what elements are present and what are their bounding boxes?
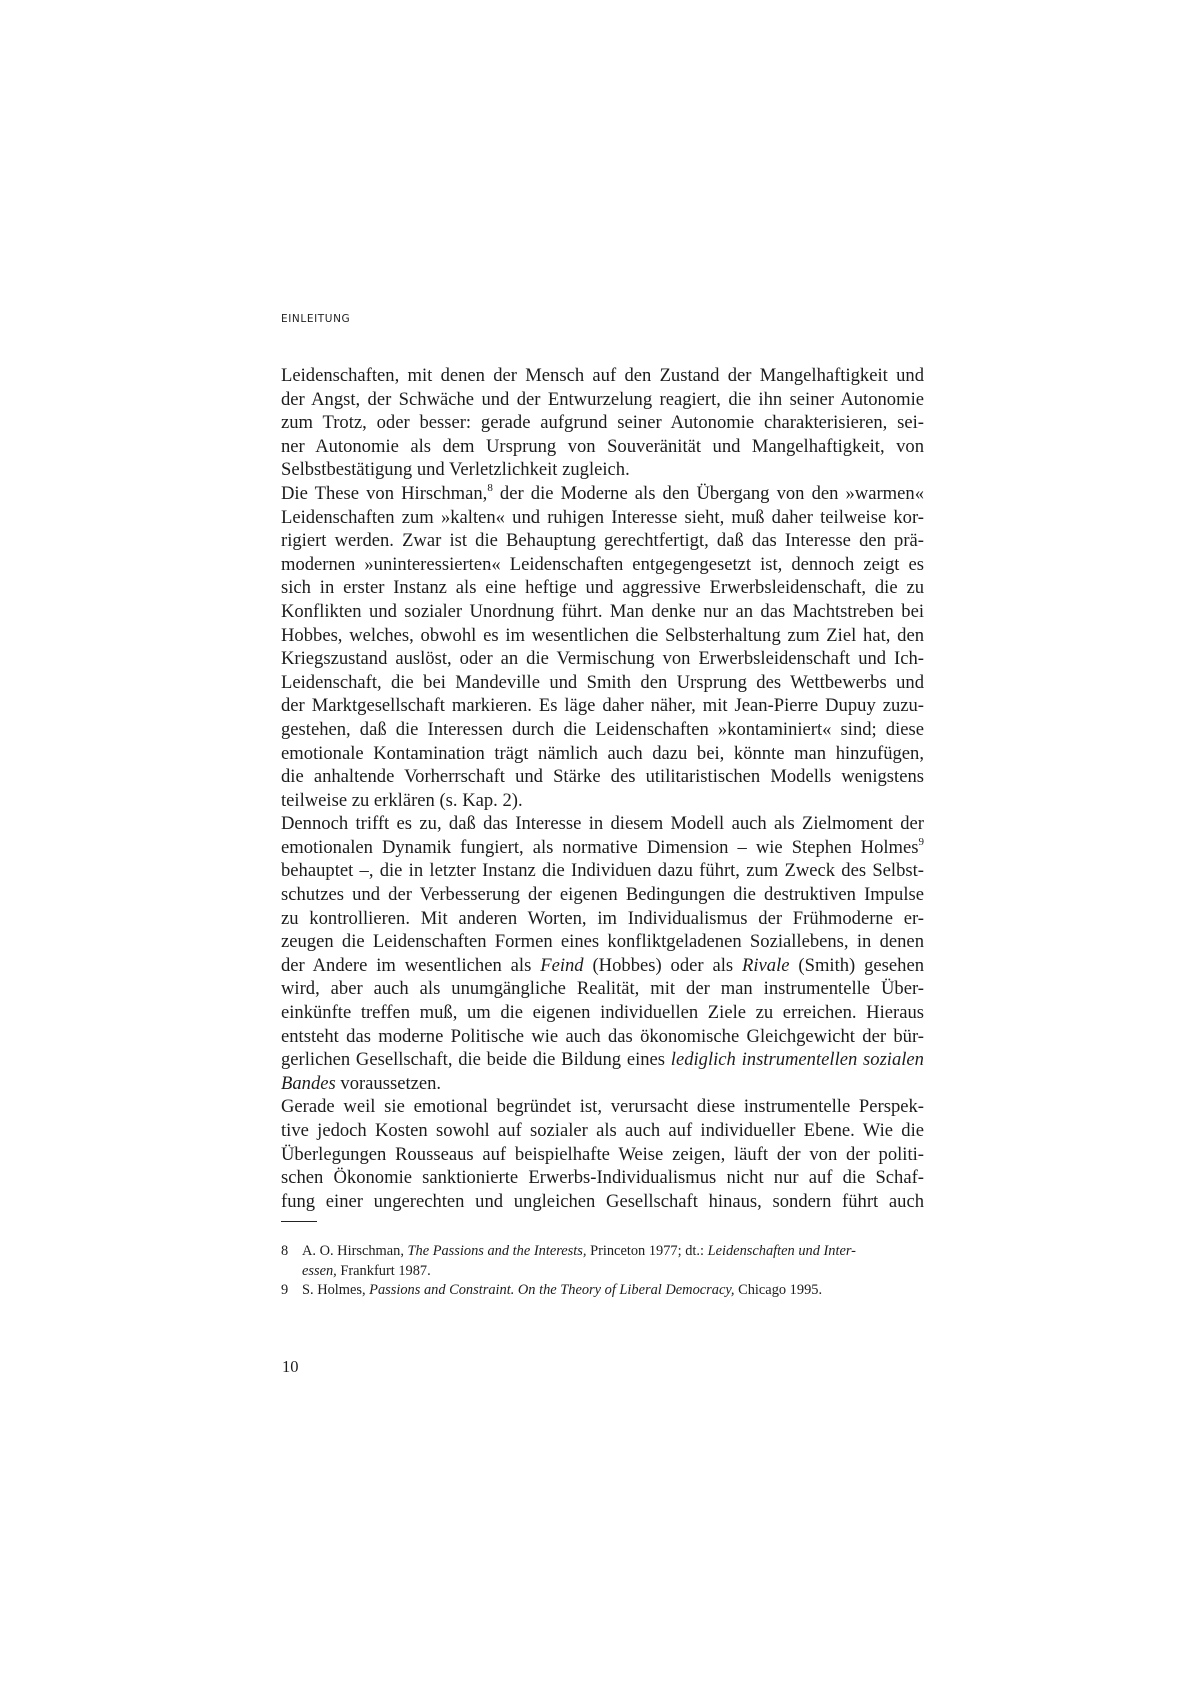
text-segment: (Hobbes) oder als: [583, 954, 743, 976]
text-line: ner Autonomie als dem Ursprung von Souveränität und Mangelhaftigkeit, von: [281, 435, 924, 457]
text-line: zu kontrollieren. Mit anderen Worten, im Individualismus der Frühmoderne er-: [281, 907, 924, 929]
text-line: [281, 1072, 924, 1096]
paragraph: [281, 482, 924, 812]
emphasis-text: Bandes: [281, 1072, 336, 1094]
text-line: Leidenschaft, die bei Mandeville und Smith den Ursprung des Wettbewerbs und: [281, 671, 924, 693]
footnote-text: A. O. Hirschman,: [302, 1243, 408, 1259]
footnote-title: Passions and Constraint. On the Theory of Liberal Democracy,: [369, 1282, 735, 1299]
footnote-number: 9: [281, 1282, 289, 1299]
footnote-title: essen,: [302, 1262, 337, 1279]
footnotes: [281, 1242, 924, 1301]
footnote-text: Chicago 1995.: [734, 1282, 823, 1299]
footnote-number: 8: [281, 1243, 289, 1259]
text-line: Gerade weil sie emotional begründet ist, verursacht diese instrumentelle Perspek-: [281, 1096, 924, 1118]
text-line: die anhaltende Vorherrschaft und Stärke des utilitaristischen Modells wenigstens: [281, 766, 924, 788]
footnote-text: S. Holmes,: [302, 1282, 370, 1299]
footnote-text: Princeton 1977; dt.:: [586, 1243, 708, 1259]
text-line: emotionale Kontamination trägt nämlich auch dazu bei, könnte man hinzufügen,: [281, 742, 924, 764]
paragraph: [281, 1095, 924, 1213]
text-line: fung einer ungerechten und ungleichen Gesellschaft hinaus, sondern führt auch: [281, 1190, 924, 1212]
text-line: der Angst, der Schwäche und der Entwurzelung reagiert, die ihn seiner Autonomie: [281, 388, 924, 410]
text-line: Hobbes, welches, obwohl es im wesentlichen die Selbsterhaltung zum Ziel hat, den: [281, 624, 924, 646]
page-number: 10: [282, 1357, 299, 1376]
text-line: [281, 482, 924, 506]
footnote-title: Leidenschaften und Inter-: [707, 1243, 856, 1259]
text-line: Konflikten und sozialer Unordnung führt. Man denke nur an das Machtstreben bei: [281, 600, 924, 622]
text-line: behauptet –, die in letzter Instanz die Individuen dazu führt, zum Zweck des Selbst-: [281, 860, 924, 882]
text-line: entsteht das moderne Politische wie auch das ökonomische Gleichgewicht der bür-: [281, 1025, 924, 1047]
text-line: Kriegszustand auslöst, oder an die Vermischung von Erwerbsleidenschaft und Ich-: [281, 648, 924, 670]
main-text: [281, 364, 924, 1213]
text-line: wird, aber auch als unumgängliche Realität, mit der man instrumentelle Über-: [281, 978, 924, 1000]
running-head: EINLEITUNG: [281, 313, 351, 325]
text-line: gestehen, daß die Interessen durch die Leidenschaften »kontaminiert« sind; diese: [281, 718, 924, 740]
text-line: sich in erster Instanz als eine heftige und aggressive Erwerbsleidenschaft, die zu: [281, 577, 924, 599]
emphasis-feind: Feind: [540, 954, 584, 976]
text-segment: Die These von Hirschman,: [281, 482, 488, 504]
footnote: [281, 1242, 924, 1281]
text-line: teilweise zu erklären (s. Kap. 2).: [281, 789, 523, 811]
text-line: schutzes und der Verbesserung der eigenen Bedingungen die destruktiven Impulse: [281, 884, 924, 906]
text-segment: (Smith) gesehen: [789, 954, 925, 976]
text-line: [281, 836, 924, 860]
text-line: [281, 954, 924, 978]
text-line: rigiert werden. Zwar ist die Behauptung gerechtfertigt, daß das Interesse den prä-: [281, 530, 924, 552]
text-line: [281, 1048, 924, 1072]
emphasis-text: lediglich instrumentellen sozialen: [670, 1049, 924, 1071]
text-line: Leidenschaften zum »kalten« und ruhigen Interesse sieht, muß daher teilweise kor-: [281, 506, 924, 528]
text-line: schen Ökonomie sanktionierte Erwerbs-Individualismus nicht nur auf die Schaf-: [281, 1167, 924, 1189]
footnote-title: The Passions and the Interests,: [407, 1243, 587, 1259]
text-line: zum Trotz, oder besser: gerade aufgrund seiner Autonomie charakterisieren, sei-: [281, 412, 924, 434]
text-line: Dennoch trifft es zu, daß das Interesse in diesem Modell auch als Zielmoment der: [281, 813, 924, 835]
text-line: tive jedoch Kosten sowohl auf sozialer als auch auf individueller Ebene. Wie die: [281, 1120, 924, 1141]
text-line: zeugen die Leidenschaften Formen eines konfliktgeladenen Soziallebens, in denen: [281, 931, 924, 953]
text-segment: emotionalen Dynamik fungiert, als normative Dimension – wie Stephen Holmes: [281, 836, 919, 858]
paragraph: [281, 364, 924, 482]
footnote-reference: 8: [487, 481, 493, 494]
text-line: Selbstbestätigung und Verletzlichkeit zugleich.: [281, 459, 630, 481]
text-line: der Marktgesellschaft markieren. Es läge daher näher, mit Jean-Pierre Dupuy zuzu-: [281, 695, 924, 717]
text-line: modernen »uninteressierten« Leidenschaften entgegengesetzt ist, dennoch zeigt es: [281, 553, 924, 575]
footnote-reference: 9: [918, 835, 924, 848]
text-line: Leidenschaften, mit denen der Mensch auf den Zustand der Mangelhaftigkeit und: [281, 365, 924, 386]
text-segment: voraussetzen.: [335, 1072, 442, 1094]
footnote: [281, 1281, 924, 1301]
text-segment: der Andere im wesentlichen als: [281, 954, 541, 976]
text-line: einkünfte treffen muß, um die eigenen individuellen Ziele zu erreichen. Hieraus: [281, 1002, 924, 1024]
paragraph: [281, 812, 924, 1095]
text-segment: gerlichen Gesellschaft, die beide die Bildung eines: [281, 1049, 671, 1071]
footnote-separator: [281, 1221, 317, 1222]
text-line: Überlegungen Rousseaus auf beispielhafte Weise zeigen, läuft der von der politi-: [281, 1143, 924, 1165]
emphasis-rivale: Rivale: [742, 954, 790, 976]
text-segment: der die Moderne als den Übergang von den »warmen«: [492, 482, 924, 504]
footnote-text: Frankfurt 1987.: [336, 1262, 431, 1279]
